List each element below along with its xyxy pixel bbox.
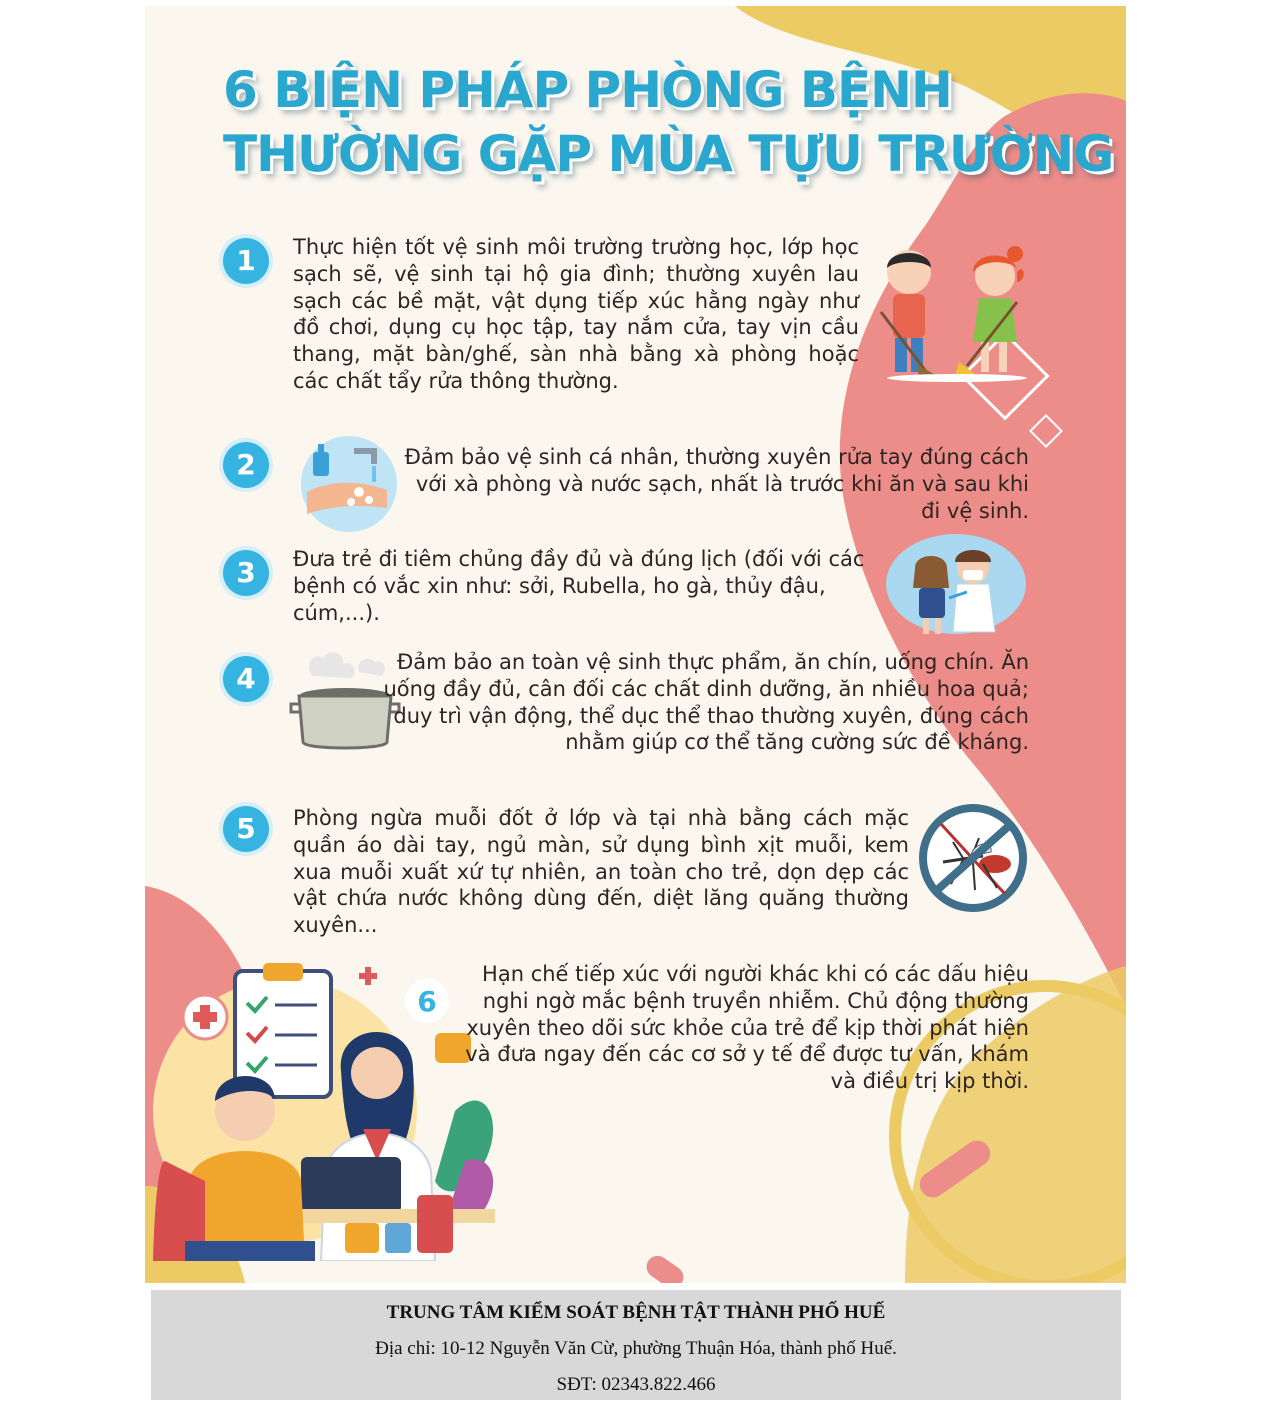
measure-5-number: 5	[223, 806, 269, 852]
measure-2-number: 2	[223, 442, 269, 488]
measure-4-number: 4	[223, 656, 269, 702]
poster	[145, 6, 1126, 1283]
svg-text:6: 6	[417, 985, 437, 1018]
hand-washing-icon	[299, 434, 399, 534]
measure-1-text: Thực hiện tốt vệ sinh môi trường trường học, lớp học sạch sẽ, vệ sinh tại hộ gia đình; thường xuyên lau sạch các bề mặt, vật dụng tiếp xúc hằng ngày như đồ chơi, dụng cụ học tập, tay nắm cửa, tay vịn cầu thang, mặt bàn/ghế, sàn nhà bằng xà phòng hoặc các chất tẩy rửa thông thường.	[293, 235, 859, 393]
children-sweeping-icon	[867, 242, 1037, 382]
measure-3-number: 3	[223, 550, 269, 596]
organization-address: Địa chỉ: 10-12 Nguyễn Văn Cừ, phường Thuận Hóa, thành phố Huế.	[375, 1338, 897, 1359]
measure-3-text: Đưa trẻ đi tiêm chủng đầy đủ và đúng lịch (đối với các bệnh có vắc xin như: sởi, Rubella, ho gà, thủy đậu, cúm,...).	[293, 547, 865, 625]
poster-title	[223, 58, 1113, 186]
measure-1-number: 1	[223, 238, 269, 284]
measure-4-text: Đảm bảo an toàn vệ sinh thực phẩm, ăn chín, uống chín. Ăn uống đầy đủ, cân đối các chất dinh dưỡng, ăn nhiều hoa quả; duy trì vận động, thể dục thể thao thường xuyên, đúng cách nhằm giúp cơ thể tăng cường sức đề kháng.	[383, 650, 1029, 755]
footer	[151, 1290, 1121, 1400]
measure-5-text: Phòng ngừa muỗi đốt ở lớp và tại nhà bằng cách mặc quần áo dài tay, ngủ màn, sử dụng bình xịt muỗi, kem xua muỗi xuất xứ tự nhiên, an toàn cho trẻ, dọn dẹp các vật chứa nước không dùng đến, diệt lăng quăng thường xuyên...	[293, 806, 909, 938]
title-line-2: THƯỜNG GẶP MÙA TỰU TRƯỜNG	[223, 125, 1114, 183]
title-line-1: 6 BIỆN PHÁP PHÒNG BỆNH	[223, 61, 952, 119]
doctor-consultation-icon	[145, 961, 513, 1261]
measure-6-text: Hạn chế tiếp xúc với người khác khi có các dấu hiệu nghi ngờ mắc bệnh truyền nhiễm. Chủ động thường xuyên theo dõi sức khỏe của trẻ để kịp thời phát hiện và đưa ngay đến các cơ sở y tế để được tư vấn, khám và điều trị kịp thời.	[465, 962, 1029, 1094]
no-mosquito-icon	[913, 802, 1033, 914]
organization-phone: SĐT: 02343.822.466	[556, 1374, 716, 1395]
organization-name: TRUNG TÂM KIỂM SOÁT BỆNH TẬT THÀNH PHỐ HUẾ	[386, 1302, 886, 1323]
measure-2-text: Đảm bảo vệ sinh cá nhân, thường xuyên rửa tay đúng cách với xà phòng và nước sạch, nhất là trước khi ăn và sau khi đi vệ sinh.	[404, 445, 1029, 523]
vaccination-icon	[883, 532, 1029, 636]
